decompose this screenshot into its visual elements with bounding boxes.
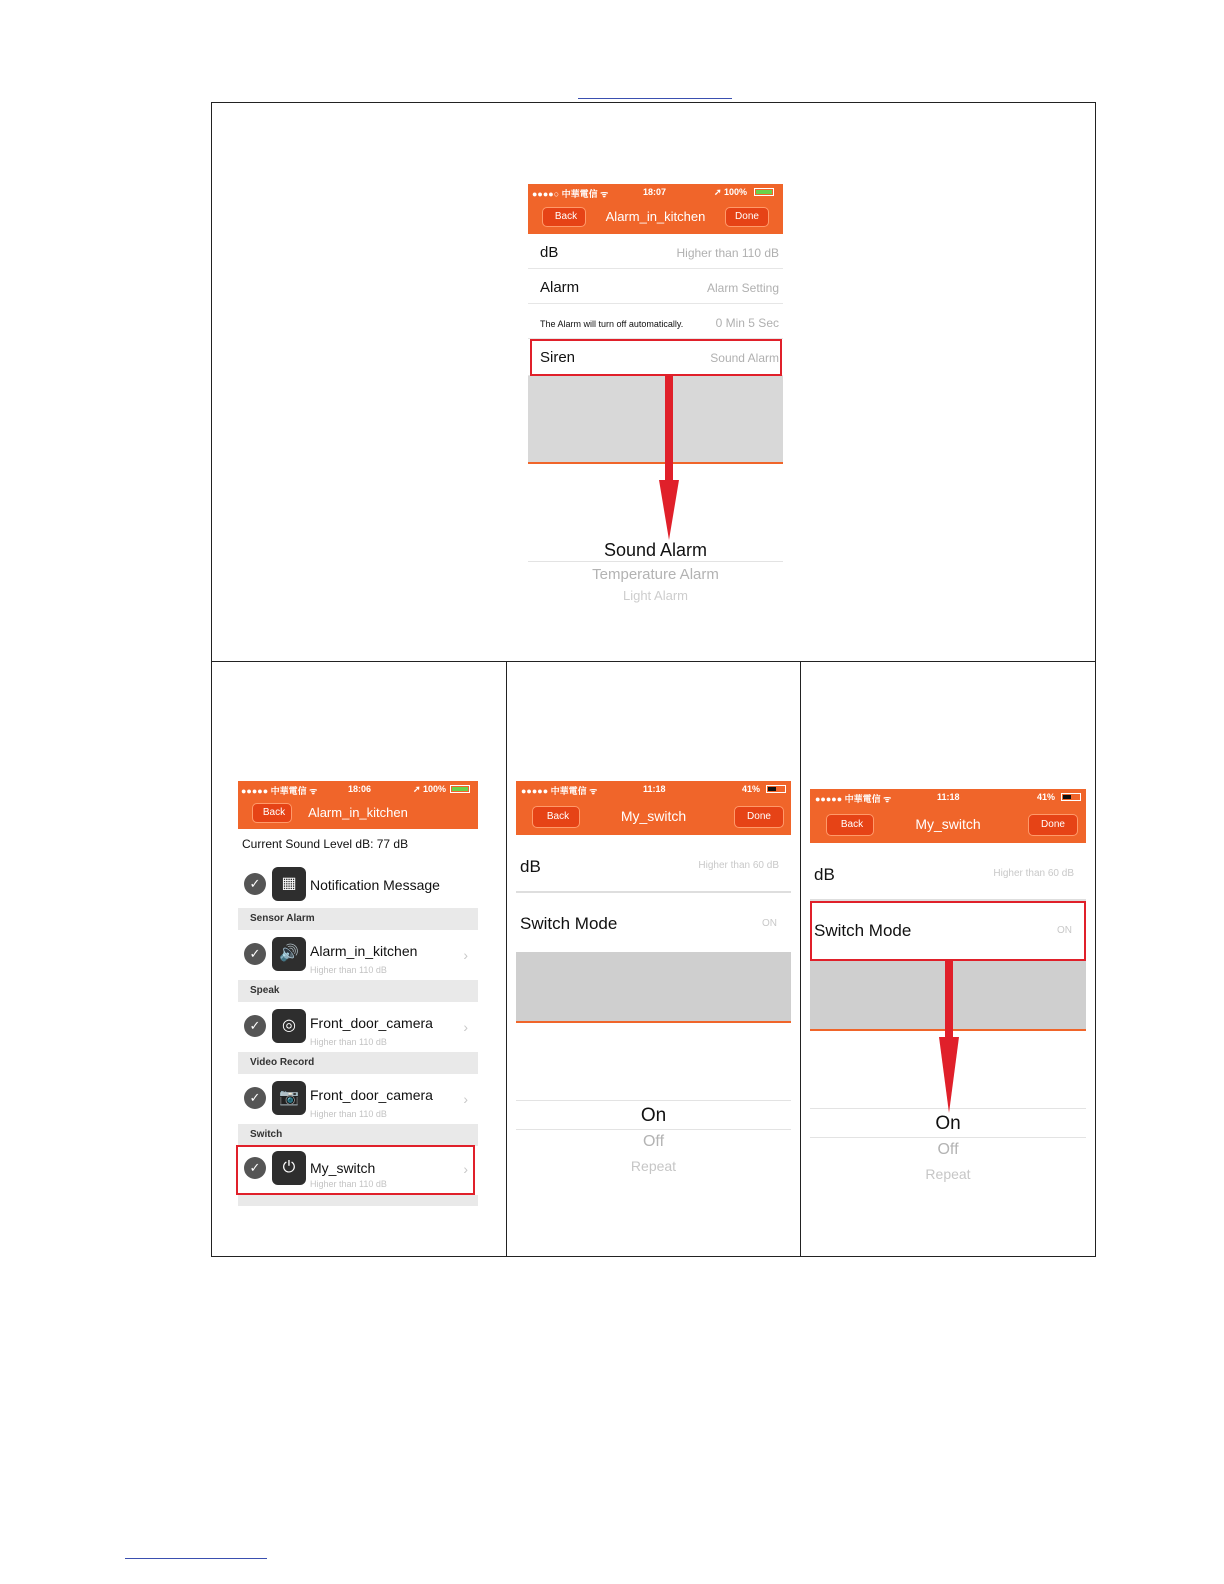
checkbox-checked-icon[interactable]: ✓ [244, 873, 266, 895]
switch-mode-value: ON [1057, 925, 1072, 936]
section-header: Sensor Alarm [238, 908, 478, 930]
battery-label: ➚ 100% [714, 187, 748, 197]
item-subtitle: Higher than 110 dB [310, 965, 387, 975]
picker-option-selected[interactable]: On [935, 1113, 961, 1134]
picker-toolbar [516, 952, 791, 1023]
battery-label: 41% [1037, 792, 1056, 802]
back-button[interactable]: Back [542, 207, 586, 227]
nav-title: Alarm_in_kitchen [308, 805, 408, 820]
arrow-head-icon [659, 480, 679, 540]
chevron-right-icon: › [463, 1161, 468, 1177]
switch-mode-label: Switch Mode [814, 921, 912, 940]
auto-off-value: 0 Min 5 Sec [715, 316, 779, 330]
list-item[interactable] [238, 1003, 478, 1053]
done-button[interactable]: Done [734, 806, 784, 828]
item-title: Front_door_camera [310, 1087, 433, 1103]
table-column-divider-1 [506, 661, 507, 1257]
carrier-label: ●●●●○ 中華電信 ᯤ [532, 189, 609, 199]
picker-option-selected[interactable]: Sound Alarm [603, 540, 708, 560]
done-button[interactable]: Done [1028, 814, 1078, 836]
down-arrow-icon [665, 376, 673, 486]
arrow-head-icon [939, 1037, 959, 1113]
battery-label: 41% [742, 784, 761, 794]
picker-option[interactable]: Repeat [630, 1158, 677, 1174]
video-camera-icon: 📷 [272, 1081, 306, 1115]
db-label: dB [540, 244, 559, 261]
status-bar [810, 789, 1086, 805]
db-row[interactable] [528, 234, 783, 269]
status-bar [528, 184, 783, 200]
down-arrow-icon [945, 961, 953, 1041]
item-subtitle: Higher than 110 dB [310, 1037, 387, 1047]
item-title: My_switch [310, 1160, 376, 1176]
header-link-rule [578, 98, 732, 99]
db-value: Higher than 110 dB [676, 246, 779, 260]
chevron-right-icon: › [463, 1091, 468, 1107]
nav-bar [516, 797, 791, 835]
carrier-label: ●●●●● 中華電信 ᯤ [815, 794, 892, 804]
phone-switch-mode-highlighted [810, 789, 1086, 1189]
done-button[interactable]: Done [725, 207, 769, 227]
list-item[interactable] [238, 931, 478, 981]
nav-title: My_switch [915, 816, 981, 832]
checkbox-checked-icon[interactable]: ✓ [244, 1015, 266, 1037]
db-row[interactable] [516, 841, 791, 893]
item-subtitle: Higher than 110 dB [310, 1179, 387, 1189]
db-value: Higher than 60 dB [698, 860, 779, 871]
phone-switch-mode [516, 781, 791, 1181]
picker-option-selected[interactable]: On [640, 1105, 667, 1126]
checkbox-checked-icon[interactable]: ✓ [244, 943, 266, 965]
clock-label: 11:18 [937, 792, 960, 802]
section-header: Speak [238, 980, 478, 1002]
db-value: Higher than 60 dB [993, 868, 1074, 879]
battery-icon [754, 188, 774, 196]
picker-option[interactable]: Repeat [925, 1166, 971, 1182]
table-column-divider-2 [800, 661, 801, 1257]
footer-link-rule [125, 1558, 267, 1559]
db-label: dB [814, 865, 835, 884]
siren-value: Sound Alarm [710, 351, 779, 365]
nav-bar [528, 200, 783, 234]
battery-icon [766, 785, 786, 793]
battery-icon [1061, 793, 1081, 801]
nav-title: My_switch [620, 808, 687, 824]
section-header: Video Record [238, 1052, 478, 1074]
speaker-icon: 🔊 [272, 937, 306, 971]
alarm-value: Alarm Setting [706, 281, 779, 295]
switch-mode-value: ON [762, 918, 777, 929]
back-button[interactable]: Back [532, 806, 580, 828]
carrier-label: ●●●●● 中華電信 ᯤ [521, 786, 598, 796]
grid-icon: ▦ [272, 867, 306, 901]
nav-bar [238, 797, 478, 829]
nav-bar [810, 805, 1086, 843]
picker-toolbar [528, 376, 783, 464]
db-label: dB [520, 857, 541, 876]
db-row[interactable] [810, 849, 1086, 901]
alarm-label: Alarm [540, 279, 580, 296]
checkbox-checked-icon[interactable]: ✓ [244, 1087, 266, 1109]
my-switch-highlight-box [236, 1145, 475, 1195]
speaker-box-icon: ◎ [272, 1009, 306, 1043]
back-button[interactable]: Back [252, 803, 292, 823]
phone-device-list [238, 781, 478, 1206]
section-header: Switch [238, 1124, 478, 1146]
current-sound-level: Current Sound Level dB: 77 dB [242, 837, 409, 851]
phone-siren-screen [528, 184, 783, 614]
notification-item[interactable] [238, 863, 478, 913]
back-button[interactable]: Back [826, 814, 874, 836]
clock-label: 11:18 [643, 784, 666, 794]
checkbox-checked-icon[interactable]: ✓ [244, 1157, 266, 1179]
switch-mode-highlight-box [810, 901, 1086, 961]
switch-mode-label: Switch Mode [520, 914, 618, 933]
picker-option[interactable]: Off [937, 1141, 959, 1158]
carrier-label: ●●●●● 中華電信 ᯤ [241, 786, 318, 796]
switch-mode-row[interactable] [516, 899, 791, 952]
battery-label: ➚ 100% [413, 784, 447, 794]
item-title: Alarm_in_kitchen [310, 943, 418, 959]
item-title: Front_door_camera [310, 1015, 433, 1031]
status-bar [238, 781, 478, 797]
table-row-divider [211, 661, 1096, 662]
siren-label: Siren [540, 349, 576, 366]
item-subtitle: Higher than 110 dB [310, 1109, 387, 1119]
picker-option[interactable]: Temperature Alarm [592, 566, 719, 583]
list-item[interactable] [238, 1075, 478, 1125]
battery-icon [450, 785, 470, 793]
plug-icon: ⏻ [272, 1151, 306, 1185]
picker-option[interactable]: Off [642, 1133, 665, 1150]
chevron-right-icon: › [463, 947, 468, 963]
notification-label: Notification Message [310, 877, 440, 893]
chevron-right-icon: › [463, 1019, 468, 1035]
auto-off-label: The Alarm will turn off automatically. [540, 319, 684, 329]
nav-title: Alarm_in_kitchen [605, 209, 706, 224]
alarm-row[interactable] [528, 269, 783, 304]
status-bar [516, 781, 791, 797]
picker-option[interactable]: Light Alarm [622, 588, 689, 603]
siren-highlight-box [530, 339, 782, 376]
clock-label: 18:06 [348, 784, 372, 794]
auto-off-row[interactable] [528, 304, 783, 339]
clock-label: 18:07 [643, 187, 667, 197]
